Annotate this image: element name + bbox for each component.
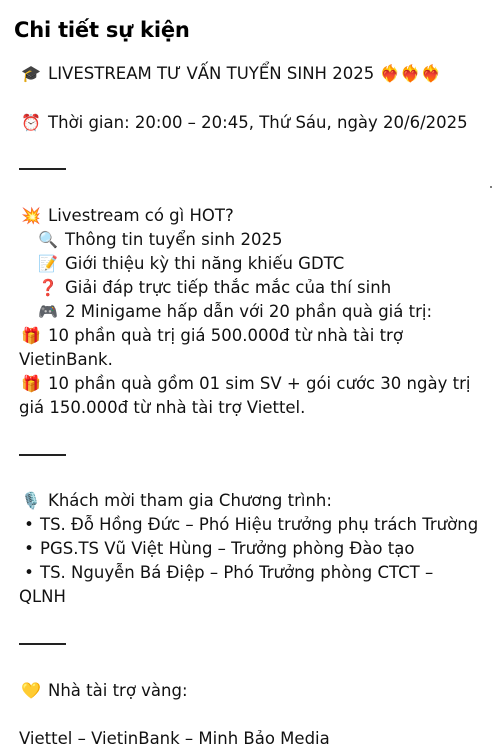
magnifier-icon: 🔍 — [38, 230, 58, 249]
stray-dot — [490, 186, 492, 188]
event-name-line — [19, 62, 441, 86]
question-icon: ❓ — [38, 278, 58, 297]
event-time-line — [19, 111, 468, 135]
guest-text: PGS.TS Vũ Việt Hùng – Trưởng phòng Đào tạo — [40, 539, 415, 558]
gift-text: 10 phần quà gồm 01 sim SV + gói cước 30 ngày trị — [48, 374, 471, 393]
guests-heading-line — [19, 489, 332, 513]
guest-text: TS. Đỗ Hồng Đức – Phó Hiệu trưởng phụ trách Trường — [40, 515, 479, 534]
hot-item-text: Giới thiệu kỳ thi năng khiếu GDTC — [65, 254, 345, 273]
hot-heading: Livestream có gì HOT? — [48, 206, 234, 225]
gift-text: 10 phần quà trị giá 500.000đ từ nhà tài trợ — [48, 326, 403, 345]
divider — [19, 454, 66, 456]
gamepad-icon: 🎮 — [38, 302, 58, 321]
yellow-heart-icon: 💛 — [21, 681, 41, 700]
page-title: Chi tiết sự kiện — [14, 18, 190, 42]
guest-item-cont: QLNH — [19, 587, 66, 606]
sponsors-heading-line — [19, 679, 188, 703]
bullet: • — [24, 563, 34, 582]
graduation-cap-icon: 🎓 — [21, 64, 41, 83]
guest-item — [22, 513, 478, 537]
guest-item — [22, 561, 433, 585]
guest-item — [22, 537, 414, 561]
gift-item-cont: giá 150.000đ từ nhà tài trợ Viettel. — [19, 398, 306, 417]
memo-icon: 📝 — [38, 254, 58, 273]
bullet: • — [24, 539, 34, 558]
guest-text: TS. Nguyễn Bá Điệp – Phó Trưởng phòng CTCT – — [40, 563, 434, 582]
hot-item — [36, 228, 282, 252]
divider — [19, 643, 66, 645]
sponsors-list: Viettel – VietinBank – Minh Bảo Media — [19, 729, 330, 748]
collision-icon: 💥 — [21, 206, 41, 225]
alarm-clock-icon: ⏰ — [21, 113, 41, 132]
fire-heart-icons: ❤️‍🔥❤️‍🔥❤️‍🔥 — [379, 64, 442, 83]
event-name: LIVESTREAM TƯ VẤN TUYỂN SINH 2025 — [48, 64, 375, 83]
divider — [19, 168, 66, 170]
hot-heading-line — [19, 204, 234, 228]
hot-item-text: Giải đáp trực tiếp thắc mắc của thí sinh — [65, 278, 392, 297]
gift-item-cont: VietinBank. — [19, 350, 113, 369]
hot-item — [36, 276, 391, 300]
gift-icon: 🎁 — [21, 374, 41, 393]
sponsors-heading: Nhà tài trợ vàng: — [48, 681, 188, 700]
guests-heading: Khách mời tham gia Chương trình: — [48, 491, 332, 510]
bullet: • — [24, 515, 34, 534]
gift-item — [19, 372, 470, 396]
gift-item — [19, 324, 403, 348]
hot-item — [36, 300, 432, 324]
hot-item-text: 2 Minigame hấp dẫn với 20 phần quà giá trị: — [65, 302, 433, 321]
hot-item — [36, 252, 344, 276]
event-time: Thời gian: 20:00 – 20:45, Thứ Sáu, ngày 20/6/2025 — [48, 113, 468, 132]
microphone-icon: 🎙️ — [21, 491, 41, 510]
gift-icon: 🎁 — [21, 326, 41, 345]
hot-item-text: Thông tin tuyển sinh 2025 — [65, 230, 283, 249]
